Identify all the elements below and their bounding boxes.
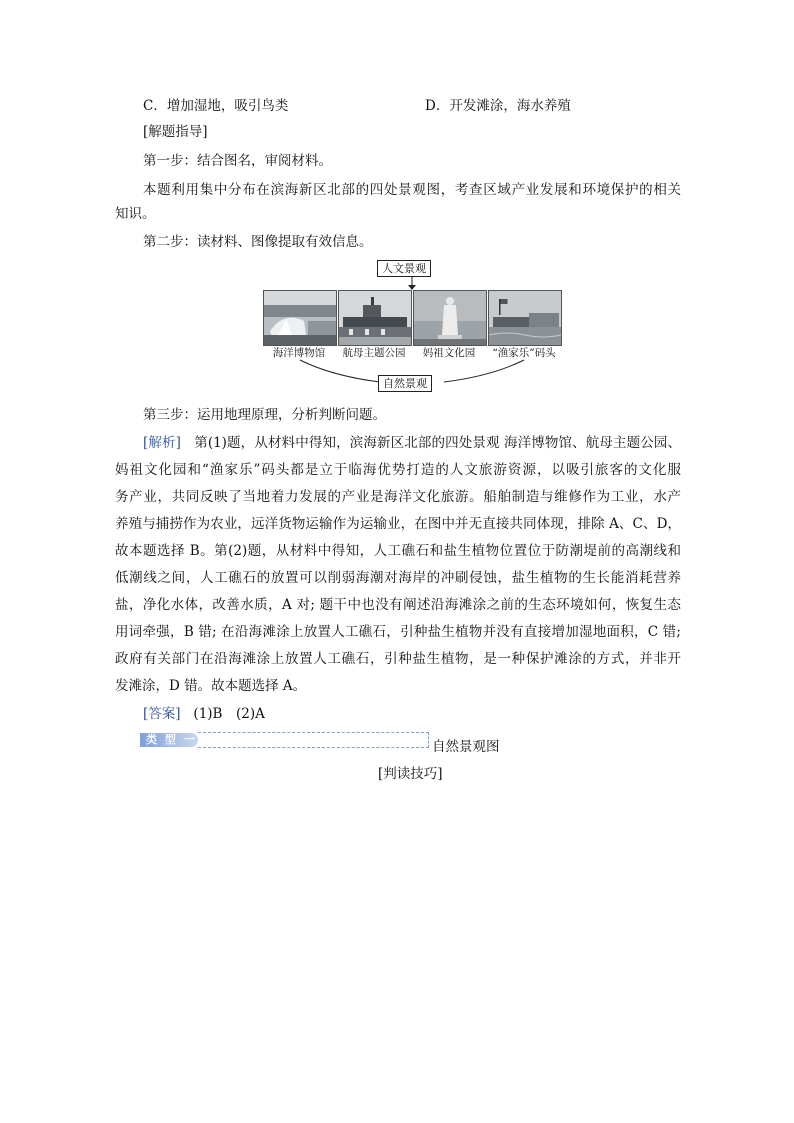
step-one: 第一步：结合图名，审阅材料。 <box>143 153 332 169</box>
fishing-wharf-photo <box>488 290 562 346</box>
answer-value: (1)B (2)A <box>193 706 265 722</box>
analysis-line-5: 故本题选择 B。第(2)题，从材料中得知，人工礁石和盐生植物位置位于防潮堤前的高潮线和 <box>115 543 681 559</box>
analysis-tag: [解析] <box>143 435 181 451</box>
type-one-tag: 类 型 一 <box>140 733 198 747</box>
carrier-park-photo <box>338 290 412 346</box>
analysis-line-1 <box>143 433 681 453</box>
reading-skill-heading: [判读技巧] <box>378 766 443 782</box>
analysis-line-9: 政府有关部门在沿海滩涂上放置人工礁石，引种盐生植物，是一种保护滩涂的方式，并非开 <box>115 651 681 667</box>
landscape-figure <box>262 258 562 396</box>
caption-mazu-park: 妈祖文化园 <box>422 347 476 359</box>
caption-fishing-wharf: “渔家乐”码头 <box>492 347 556 359</box>
cultural-landscape-label: 人文景观 <box>377 260 431 277</box>
intro-line-2: 知识。 <box>115 206 156 222</box>
answer-line <box>143 704 709 724</box>
option-c: C．增加湿地，吸引鸟类 <box>143 98 289 114</box>
intro-line-1: 本题利用集中分布在滨海新区北部的四处景观图，考查区域产业发展和环境保护的相关 <box>143 182 681 198</box>
mazu-park-photo <box>413 290 487 346</box>
caption-carrier-park: 航母主题公园 <box>342 347 406 359</box>
type-one-banner <box>198 732 429 748</box>
analysis-line-6: 低潮线之间，人工礁石的放置可以削弱海潮对海岸的冲刷侵蚀，盐生植物的生长能消耗营养 <box>115 570 681 586</box>
analysis-line-2: 妈祖文化园和“渔家乐”码头都是立于临海优势打造的人文旅游资源，以吸引旅客的文化服 <box>115 462 681 478</box>
type-one-title: 自然景观图 <box>432 739 500 755</box>
ocean-museum-photo <box>263 290 337 346</box>
analysis-line-7: 盐，净化水体，改善水质，A 对; 题干中也没有阐述沿海滩涂之前的生态环境如何，恢复生态 <box>115 597 681 613</box>
analysis-text-1: 第(1)题，从材料中得知，滨海新区北部的四处景观 海洋博物馆、航母主题公园、 <box>194 435 682 451</box>
analysis-line-3: 务产业，共同反映了当地着力发展的产业是海洋文化旅游。船舶制造与维修作为工业，水产 <box>115 489 681 505</box>
step-two: 第二步：读材料、图像提取有效信息。 <box>143 234 373 250</box>
caption-ocean-museum: 海洋博物馆 <box>272 347 326 359</box>
natural-landscape-label: 自然景观 <box>378 375 432 392</box>
guide-header: [解题指导] <box>143 124 208 140</box>
analysis-line-10: 发滩涂，D 错。故本题选择 A。 <box>115 678 307 694</box>
step-three: 第三步：运用地理原理，分析判断问题。 <box>143 407 386 423</box>
answer-tag: [答案] <box>143 706 181 722</box>
analysis-line-4: 养殖与捕捞作为农业，远洋货物运输作为运输业，在图中并无直接共同体现，排除 A、C、D， <box>115 516 681 532</box>
option-d: D．开发滩涂，海水养殖 <box>425 98 571 114</box>
analysis-line-8: 用词牵强，B 错; 在沿海滩涂上放置人工礁石，引种盐生植物并没有直接增加湿地面积，C 错; <box>115 624 681 640</box>
